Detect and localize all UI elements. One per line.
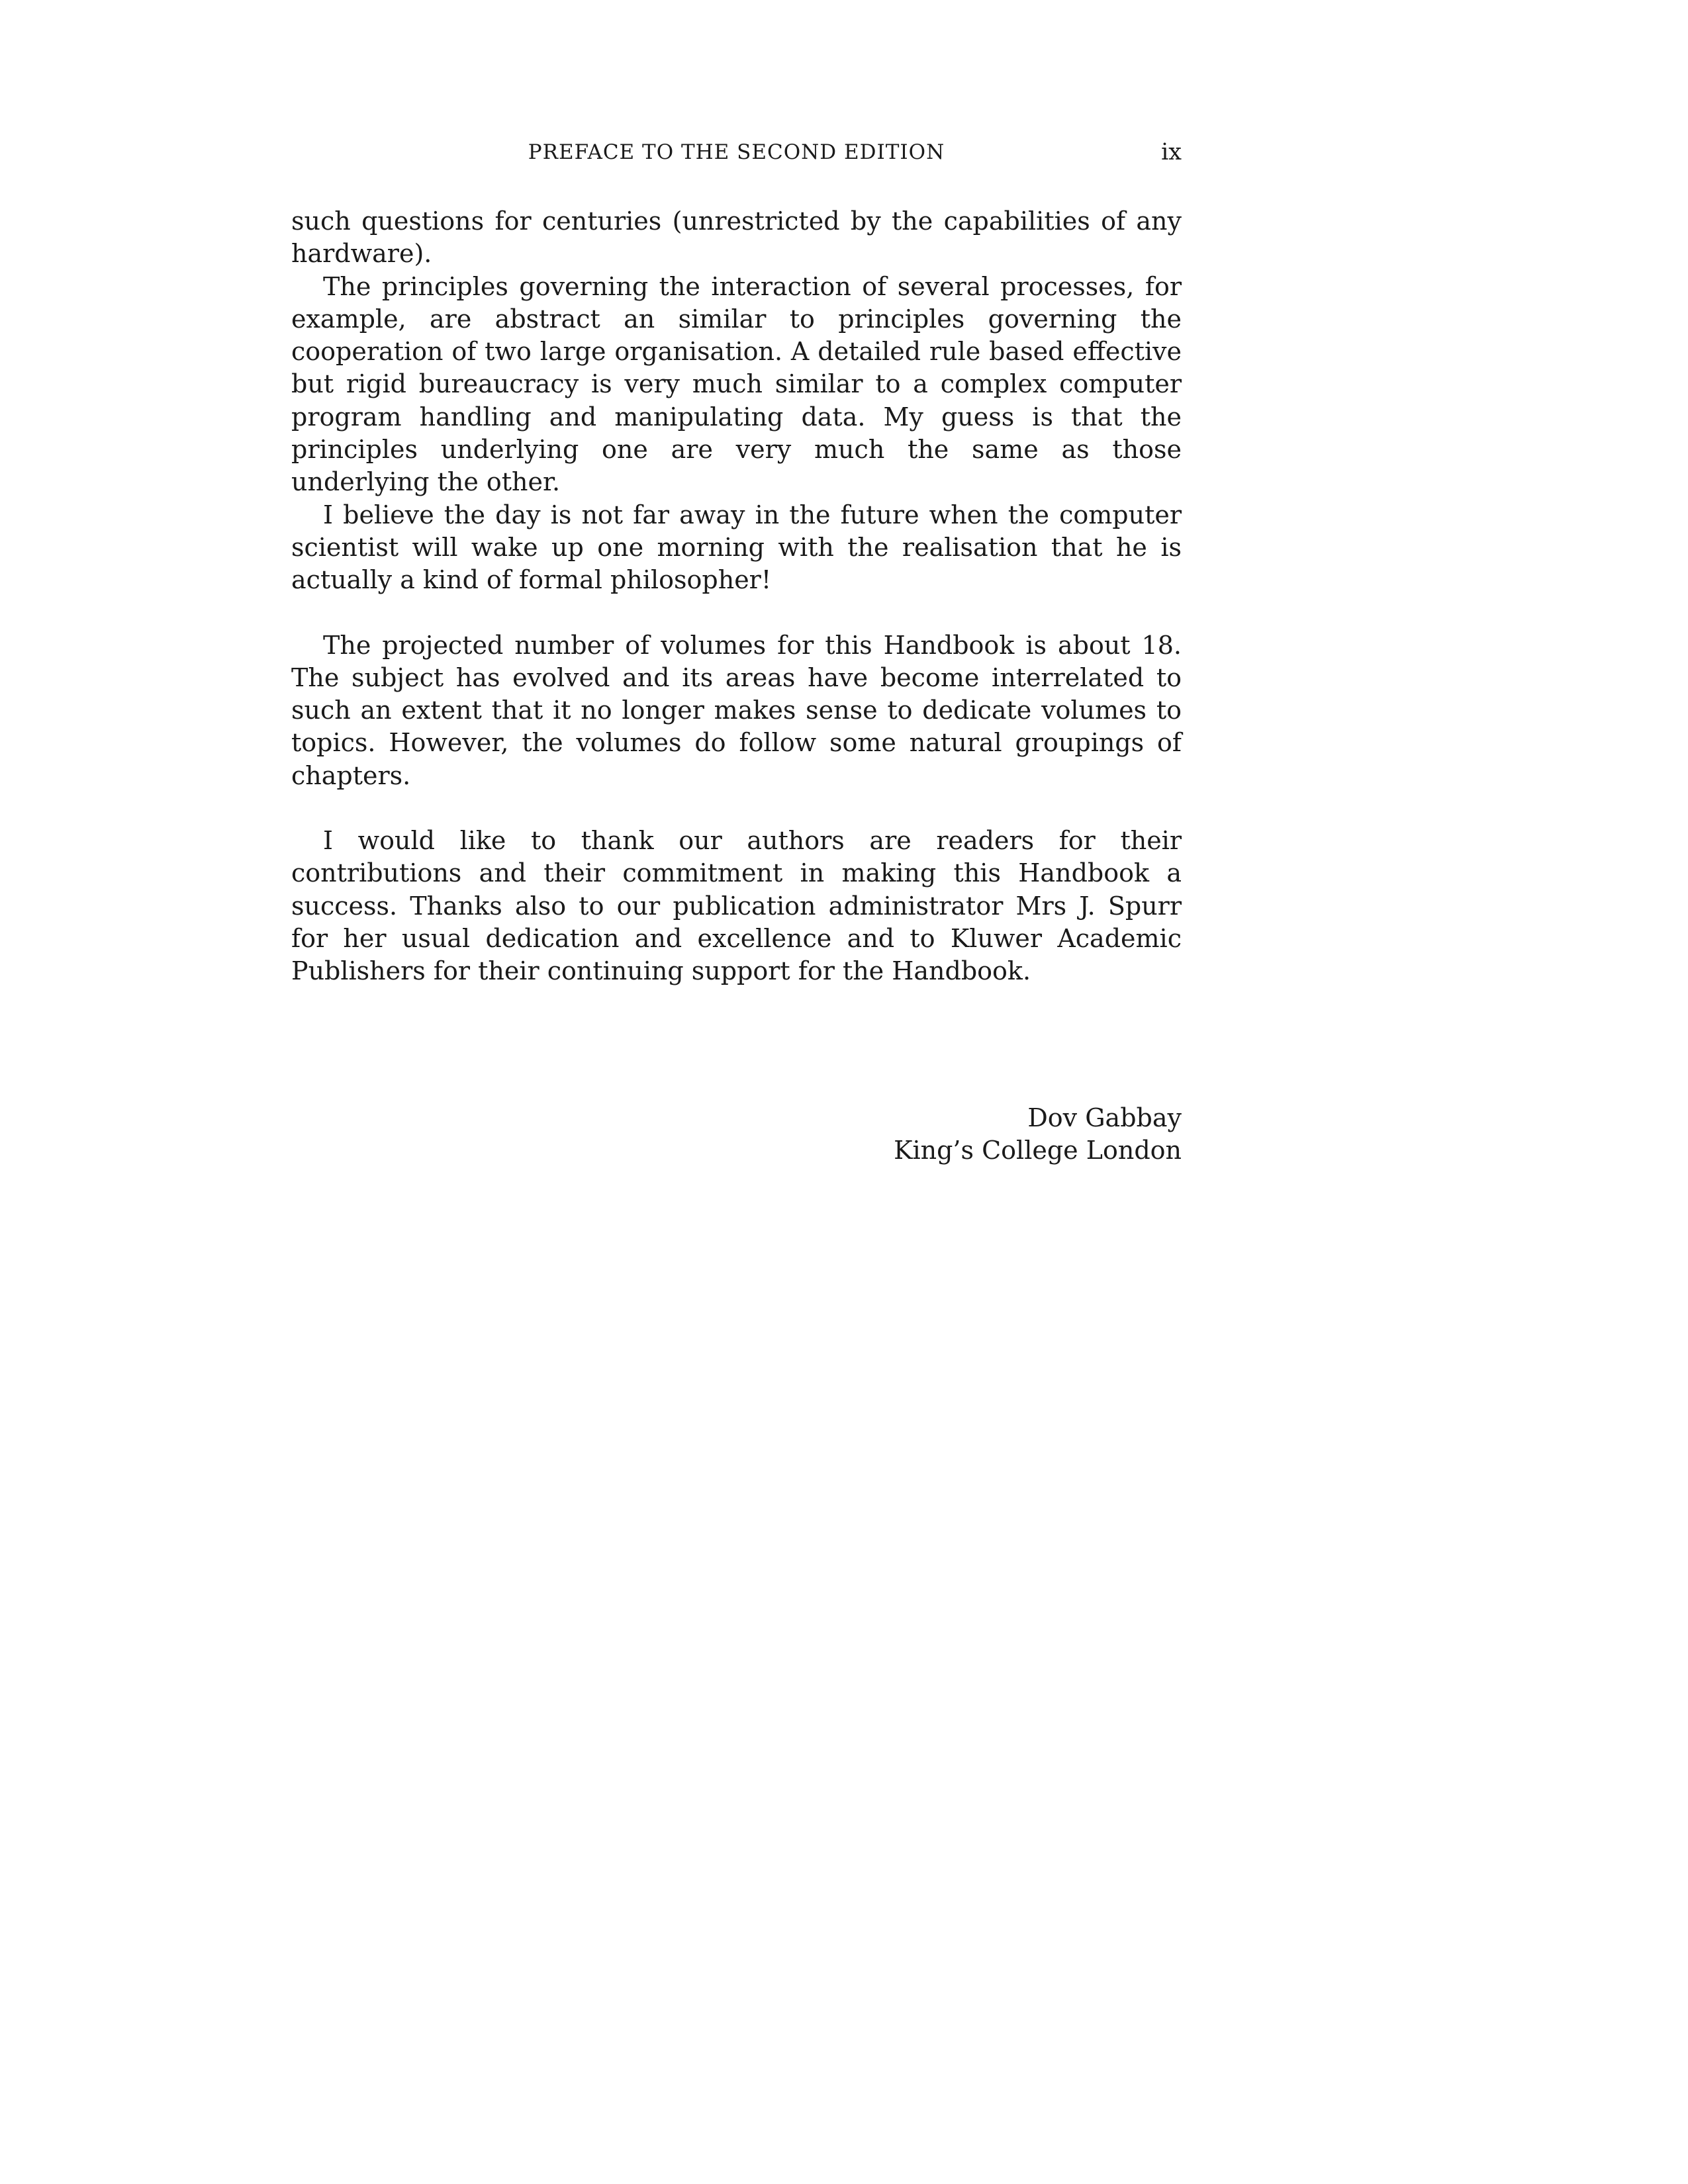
running-header (291, 136, 1182, 169)
author-affiliation: King’s College London (894, 1136, 1182, 1165)
paragraph-processes: The principles governing the interaction of several processes, for example, are abstract an similar to principles governing the cooperation of two large organisation. A detailed rule based effective but rigid bureaucracy is very much similar to a complex computer program handling and manipulating data. My guess is that the principles underlying one are very much the same as those underlying the other. (291, 271, 1182, 497)
paragraph-acknowledgements: I would like to thank our authors are readers for their contributions and their commitment in making this Handbook a success. Thanks also to our publication administrator Mrs J. Spurr for her usual dedication and excellence and to Kluwer Academic Publishers for their continuing support for the Handbook. (291, 826, 1182, 986)
author-name: Dov Gabbay (1027, 1103, 1182, 1132)
page-number: ix (1161, 139, 1182, 165)
paragraph-formal-philosopher: I believe the day is not far away in the future when the computer scientist will wake up one morning with the realisation that he is actually a kind of formal philosopher! (291, 500, 1182, 595)
paragraph-volumes: The projected number of volumes for this Handbook is about 18. The subject has evolved and its areas have become interrelated to such an extent that it no longer makes sense to dedicate volumes to topics. However, the volumes do follow some natural groupings of chapters. (291, 630, 1182, 790)
running-title: PREFACE TO THE SECOND EDITION (528, 140, 945, 164)
body-text (291, 205, 1182, 988)
signature-block (291, 1102, 1182, 1167)
paragraph-continued: such questions for centuries (unrestricted by the capabilities of any hardware). (291, 206, 1182, 269)
